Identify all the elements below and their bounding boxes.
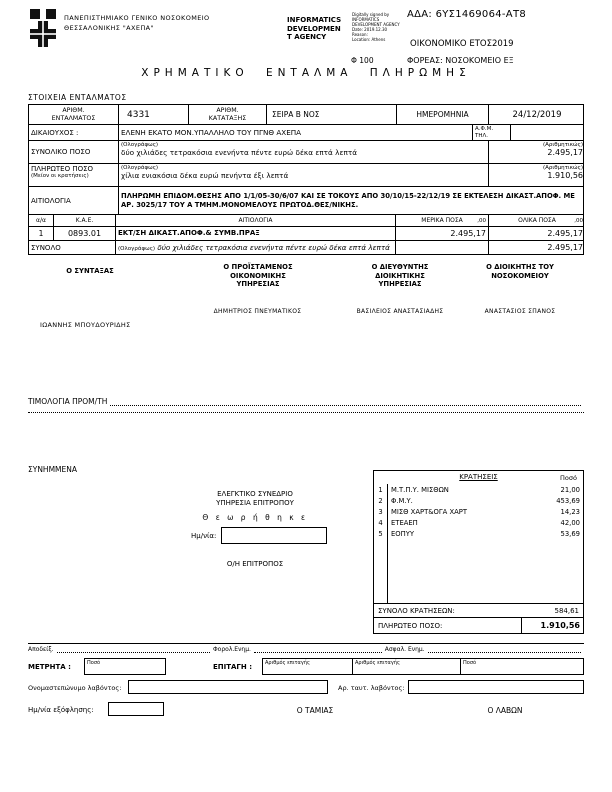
dotted-line xyxy=(254,646,382,653)
insurance-clearance-label: Ασφαλ. Ενημ. xyxy=(384,646,425,653)
cheque-amount-box: Ποσό xyxy=(463,660,477,666)
kae-header-total: ΟΛΙΚΑ ΠΟΣΑ ,00 xyxy=(518,217,583,224)
deduction-row xyxy=(374,528,583,539)
payoff-date-label: Ημ/νία εξόφλησης: xyxy=(28,706,94,714)
deductions-header xyxy=(374,471,583,484)
payable-amount-label: ΠΛΗΡΩΤΕΟ ΠΟΣΟ (Μείον οι κρατήσεις) xyxy=(29,164,119,186)
supplier-invoices-label: ΤΙΜΟΛΟΓΙΑ ΠΡΟΜ/ΤΗ xyxy=(28,397,108,406)
stamp-detail-line: Date: 2019.12.30 xyxy=(352,26,388,32)
afm-tel-value xyxy=(511,125,585,140)
kae-sum-words: (Ολογράφως) δύο χιλιάδες τετρακόσια ενενήντα πέντε ευρώ δέκα επτά λεπτά xyxy=(116,241,396,254)
net-payable-amount: 1.910,56 xyxy=(521,618,583,633)
cash-amount-box xyxy=(84,658,166,675)
deduction-no: 3 xyxy=(378,507,383,516)
deduction-no: 2 xyxy=(378,496,383,505)
ada-value: 6ΥΣ1469064-ΑΤ8 xyxy=(435,9,527,20)
afm-tel-label: Α.Φ.Μ. ΤΗΛ. xyxy=(473,125,511,140)
governor-title: Ο ΔΙΟΙΚΗΤΗΣ ΤΟΥ ΝΟΣΟΚΟΜΕΙΟΥ xyxy=(486,263,554,280)
dotted-line xyxy=(110,399,581,406)
stamp-name-line: INFORMATICS xyxy=(287,16,342,24)
kae-row-reason: ΕΚΤ/ΣΗ ΔΙΚΑΣΤ.ΑΠΟΦ.& ΣΥΜΒ.ΠΡΑΞ xyxy=(116,227,396,240)
beneficiary-label: ΔΙΚΑΙΟΥΧΟΣ : xyxy=(29,125,119,140)
cheque-boxes xyxy=(262,658,584,675)
deductions-total-label: ΣΥΝΟΛΟ ΚΡΑΤΗΣΕΩΝ: xyxy=(378,606,455,615)
digital-signature-details xyxy=(352,13,412,42)
entalma-number-value: 4331 xyxy=(119,105,189,124)
total-amount-label: ΣΥΝΟΛΙΚΟ ΠΟΣΟ xyxy=(29,141,119,163)
kae-header-row xyxy=(29,215,583,227)
hospital-name-line2: ΘΕΣΣΑΛΟΝΙΚΗΣ "ΑΧΕΠΑ" xyxy=(64,24,154,32)
dotted-line xyxy=(57,646,210,653)
kae-row-aa: 1 xyxy=(29,227,54,240)
series-value: ΣΕΙΡΑ Β ΝΟΣ xyxy=(267,105,397,124)
table-row xyxy=(29,187,583,215)
payee-name-box xyxy=(128,680,328,694)
finance-head-title: Ο ΠΡΟΪΣΤΑΜΕΝΟΣ ΟΙΚΟΝΟΜΙΚΗΣ ΥΠΗΡΕΣΙΑΣ xyxy=(223,263,293,288)
total-amount-numeric: (Αριθμητικώς) 2.495,17 xyxy=(542,142,583,157)
deduction-label: ΕΟΠΥΥ xyxy=(391,529,415,538)
deduction-amount: 453,69 xyxy=(556,496,580,505)
stamp-detail-line: Location: Athens xyxy=(352,36,386,42)
order-details-table xyxy=(28,104,584,255)
attachments-label: ΣΥΝΗΜΜΕΝΑ xyxy=(28,465,77,474)
payee-id-label: Αρ. ταυτ. λαβόντος: xyxy=(338,684,405,692)
stamp-detail-line: DEVELOPMENT AGENCY xyxy=(352,21,400,27)
author-name: ΙΩΑΝΝΗΣ ΜΠΟΥΔΟΥΡΙΔΗΣ xyxy=(40,321,131,329)
payable-amount-words: (Ολογράφως) χίλια ενιακόσια δέκα ευρώ πενήντα έξι λεπτά xyxy=(119,164,489,186)
stamp-name-line: DEVELOPMEN xyxy=(287,24,341,33)
table-row xyxy=(29,141,583,164)
deductions-amount-header: Ποσό xyxy=(560,474,577,482)
cashier-label: Ο ΤΑΜΙΑΣ xyxy=(296,706,334,715)
deduction-row xyxy=(374,517,583,528)
deductions-total-row xyxy=(374,603,583,617)
payee-name-label: Ονομαστεπώνυμο λαβόντος: xyxy=(28,684,122,692)
total-amount-words: (Ολογράφως) δύο χιλιάδες τετρακόσια ενενήντα πέντε ευρώ δέκα επτά λεπτά xyxy=(119,141,489,163)
admin-director-title: Ο ΔΙΕΥΘΥΝΤΗΣ ΔΙΟΙΚΗΤΙΚΗΣ ΥΠΗΡΕΣΙΑΣ xyxy=(371,263,429,288)
tax-clearance-label: Φορολ.Ενημ. xyxy=(212,646,251,653)
fiscal-year: ΟΙΚΟΝΟΜΙΚΟ ΕΤΟΣ2019 xyxy=(410,39,514,49)
deduction-no: 4 xyxy=(378,518,383,527)
supplier-invoices-row xyxy=(28,397,584,406)
admin-director-name: ΒΑΣΙΛΕΙΟΣ ΑΝΑΣΤΑΣΙΑΔΗΣ xyxy=(356,308,444,315)
audit-court-line1: ΕΛΕΓΚΤΙΚΟ ΣΥΝΕΔΡΙΟ xyxy=(217,490,293,498)
kae-sum-partial-empty xyxy=(396,241,489,254)
kae-data-row xyxy=(29,227,583,241)
cheque-label: ΕΠΙΤΑΓΗ : xyxy=(213,663,252,671)
reason-label: ΑΙΤΙΟΛΟΓΙΑ xyxy=(29,187,119,214)
receipts-label: Αποδείξ. xyxy=(28,646,54,653)
kae-sum-total: 2.495,17 xyxy=(547,243,583,252)
ada-number xyxy=(407,9,526,20)
divider xyxy=(28,643,584,644)
deduction-label: ΕΤΕΑΕΠ xyxy=(391,518,418,527)
cash-label: ΜΕΤΡΗΤΑ : xyxy=(28,663,71,671)
document-title: ΧΡΗΜΑΤΙΚΟ ΕΝΤΑΛΜΑ ΠΛΗΡΩΜΗΣ xyxy=(141,67,471,79)
kae-header-reason: ΑΙΤΙΟΛΟΓΙΑ xyxy=(116,215,396,226)
deduction-no: 5 xyxy=(378,529,383,538)
deduction-amount: 21,00 xyxy=(560,485,580,494)
governor-name: ΑΝΑΣΤΑΣΙΟΣ ΣΠΑΝΟΣ xyxy=(484,308,556,315)
stamp-detail-line: Reason: xyxy=(352,31,368,37)
deductions-list xyxy=(374,484,583,603)
deduction-label: Φ.Μ.Υ. xyxy=(391,496,413,505)
beneficiary-value: ΕΛΕΝΗ ΕΚΑΤΟ ΜΟΝ.ΥΠΑΛΛΗΛΟ ΤΟΥ ΠΓΝΘ ΑΧΕΠΑ xyxy=(119,125,473,140)
deduction-amount: 42,00 xyxy=(560,518,580,527)
audit-court-line2: ΥΠΗΡΕΣΙΑ ΕΠΙΤΡΟΠΟΥ xyxy=(216,499,294,507)
dotted-line xyxy=(428,646,581,653)
net-payable-label: ΠΛΗΡΩΤΕΟ ΠΟΣΟ: xyxy=(378,621,443,630)
net-payable-row xyxy=(374,617,583,633)
deduction-label: Μ.Τ.Π.Υ. ΜΙΣΘΩΝ xyxy=(391,485,449,494)
deduction-row xyxy=(374,484,583,495)
author-title: Ο ΣΥΝΤΑΞΑΣ xyxy=(66,267,114,275)
kae-header-aa: α/α xyxy=(29,215,54,226)
kae-header-kae: Κ.Α.Ε. xyxy=(54,215,116,226)
payable-amount-numeric: (Αριθμητικώς) 1.910,56 xyxy=(542,165,583,180)
kae-row-partial: 2.495,17 xyxy=(396,227,489,240)
foreas-label: ΦΟΡΕΑΣ: ΝΟΣΟΚΟΜΕΙΟ ΕΞ xyxy=(407,56,514,65)
stamp-detail-line: INFORMATICS xyxy=(352,16,380,22)
deduction-amount: 14,23 xyxy=(560,507,580,516)
kae-sum-label: ΣΥΝΟΛΟ xyxy=(29,241,116,254)
payoff-date-box xyxy=(108,702,164,716)
date-value: 24/12/2019 xyxy=(512,109,562,120)
finance-head-name: ΔΗΜΗΤΡΙΟΣ ΠΝΕΥΜΑΤΙΚΟΣ xyxy=(213,308,302,315)
ada-label: ΑΔΑ: xyxy=(407,9,433,20)
entalma-number-label: ΑΡΙΘΜ. ΕΝΤΑΛΜΑΤΟΣ xyxy=(29,105,119,124)
table-row xyxy=(29,164,583,187)
cheque-number-box-1: Αριθμός επιταγής xyxy=(263,659,353,674)
date-label: ΗΜΕΡΟΜΗΝΙΑ xyxy=(397,105,489,124)
kae-header-partial: ΜΕΡΙΚΑ ΠΟΣΑ ,00 xyxy=(396,215,489,226)
clearances-row xyxy=(28,646,584,653)
table-row xyxy=(29,105,583,125)
audit-date-box xyxy=(221,527,327,544)
kae-row-kae: 0893.01 xyxy=(54,227,116,240)
table-row xyxy=(29,125,583,141)
deduction-row xyxy=(374,506,583,517)
stamp-detail-line: Digitally signed by xyxy=(352,12,390,17)
receiver-label: Ο ΛΑΒΩΝ xyxy=(487,706,523,715)
audit-commissioner-label: Ο/Η ΕΠΙΤΡΟΠΟΣ xyxy=(226,560,284,568)
deductions-title: ΚΡΑΤΗΣΕΙΣ xyxy=(459,473,498,481)
classification-number-label: ΑΡΙΘΜ. ΚΑΤΑΤΑΞΗΣ xyxy=(189,105,267,124)
hospital-cross-logo xyxy=(27,8,59,48)
audit-approved-label: Θ ε ω ρ ή θ η κ ε xyxy=(202,513,308,522)
dotted-line xyxy=(28,412,584,413)
stamp-name-line: T AGENCY xyxy=(287,33,327,41)
section-label: ΣΤΟΙΧΕΙΑ ΕΝΤΑΛΜΑΤΟΣ xyxy=(28,93,127,102)
reason-text: ΠΛΗΡΩΜΗ ΕΠΙΔΟΜ.ΘΕΣΗΣ ΑΠΟ 1/1/05-30/6/07 ΚΑΙ ΣΕ ΤΟΚΟΥΣ ΑΠΟ 30/10/15-22/12/19 ΣΕ ΕΚΤΕΛΕΣΗ ΔΙΚΑΣΤ.ΑΠΟΦ. ΜΕ ΑΡ. 3025/17 ΤΟΥ Α ΤΜΗΜ.ΜΟΝΟΜΕΛΟΥΣ ΠΡΩΤΟΔ.ΘΕΣ/ΝΙΚΗΣ. xyxy=(121,191,575,209)
payee-id-box xyxy=(408,680,584,694)
deduction-no: 1 xyxy=(378,485,383,494)
deduction-row xyxy=(374,495,583,506)
digital-signature-stamp xyxy=(287,16,351,42)
deduction-amount: 53,69 xyxy=(560,529,580,538)
deductions-total-amount: 584,61 xyxy=(554,606,579,615)
cheque-number-box-2: Αριθμός επιταγής xyxy=(353,659,461,674)
divider xyxy=(387,484,388,603)
phi-code: Φ 100 xyxy=(351,56,374,65)
hospital-name xyxy=(64,13,210,33)
deduction-label: ΜΙΣΘ ΧΑΡΤ&ΟΓΑ ΧΑΡΤ xyxy=(391,507,468,516)
audit-date-label: Ημ/νία: xyxy=(191,532,217,540)
kae-sum-row xyxy=(29,241,583,254)
kae-row-total: 2.495,17 xyxy=(547,229,583,238)
cash-amount-box-label: Ποσό xyxy=(87,660,101,666)
deductions-box xyxy=(373,470,584,634)
hospital-name-line1: ΠΑΝΕΠΙΣΤΗΜΙΑΚΟ ΓΕΝΙΚΟ ΝΟΣΟΚΟΜΕΙΟ xyxy=(64,14,210,22)
